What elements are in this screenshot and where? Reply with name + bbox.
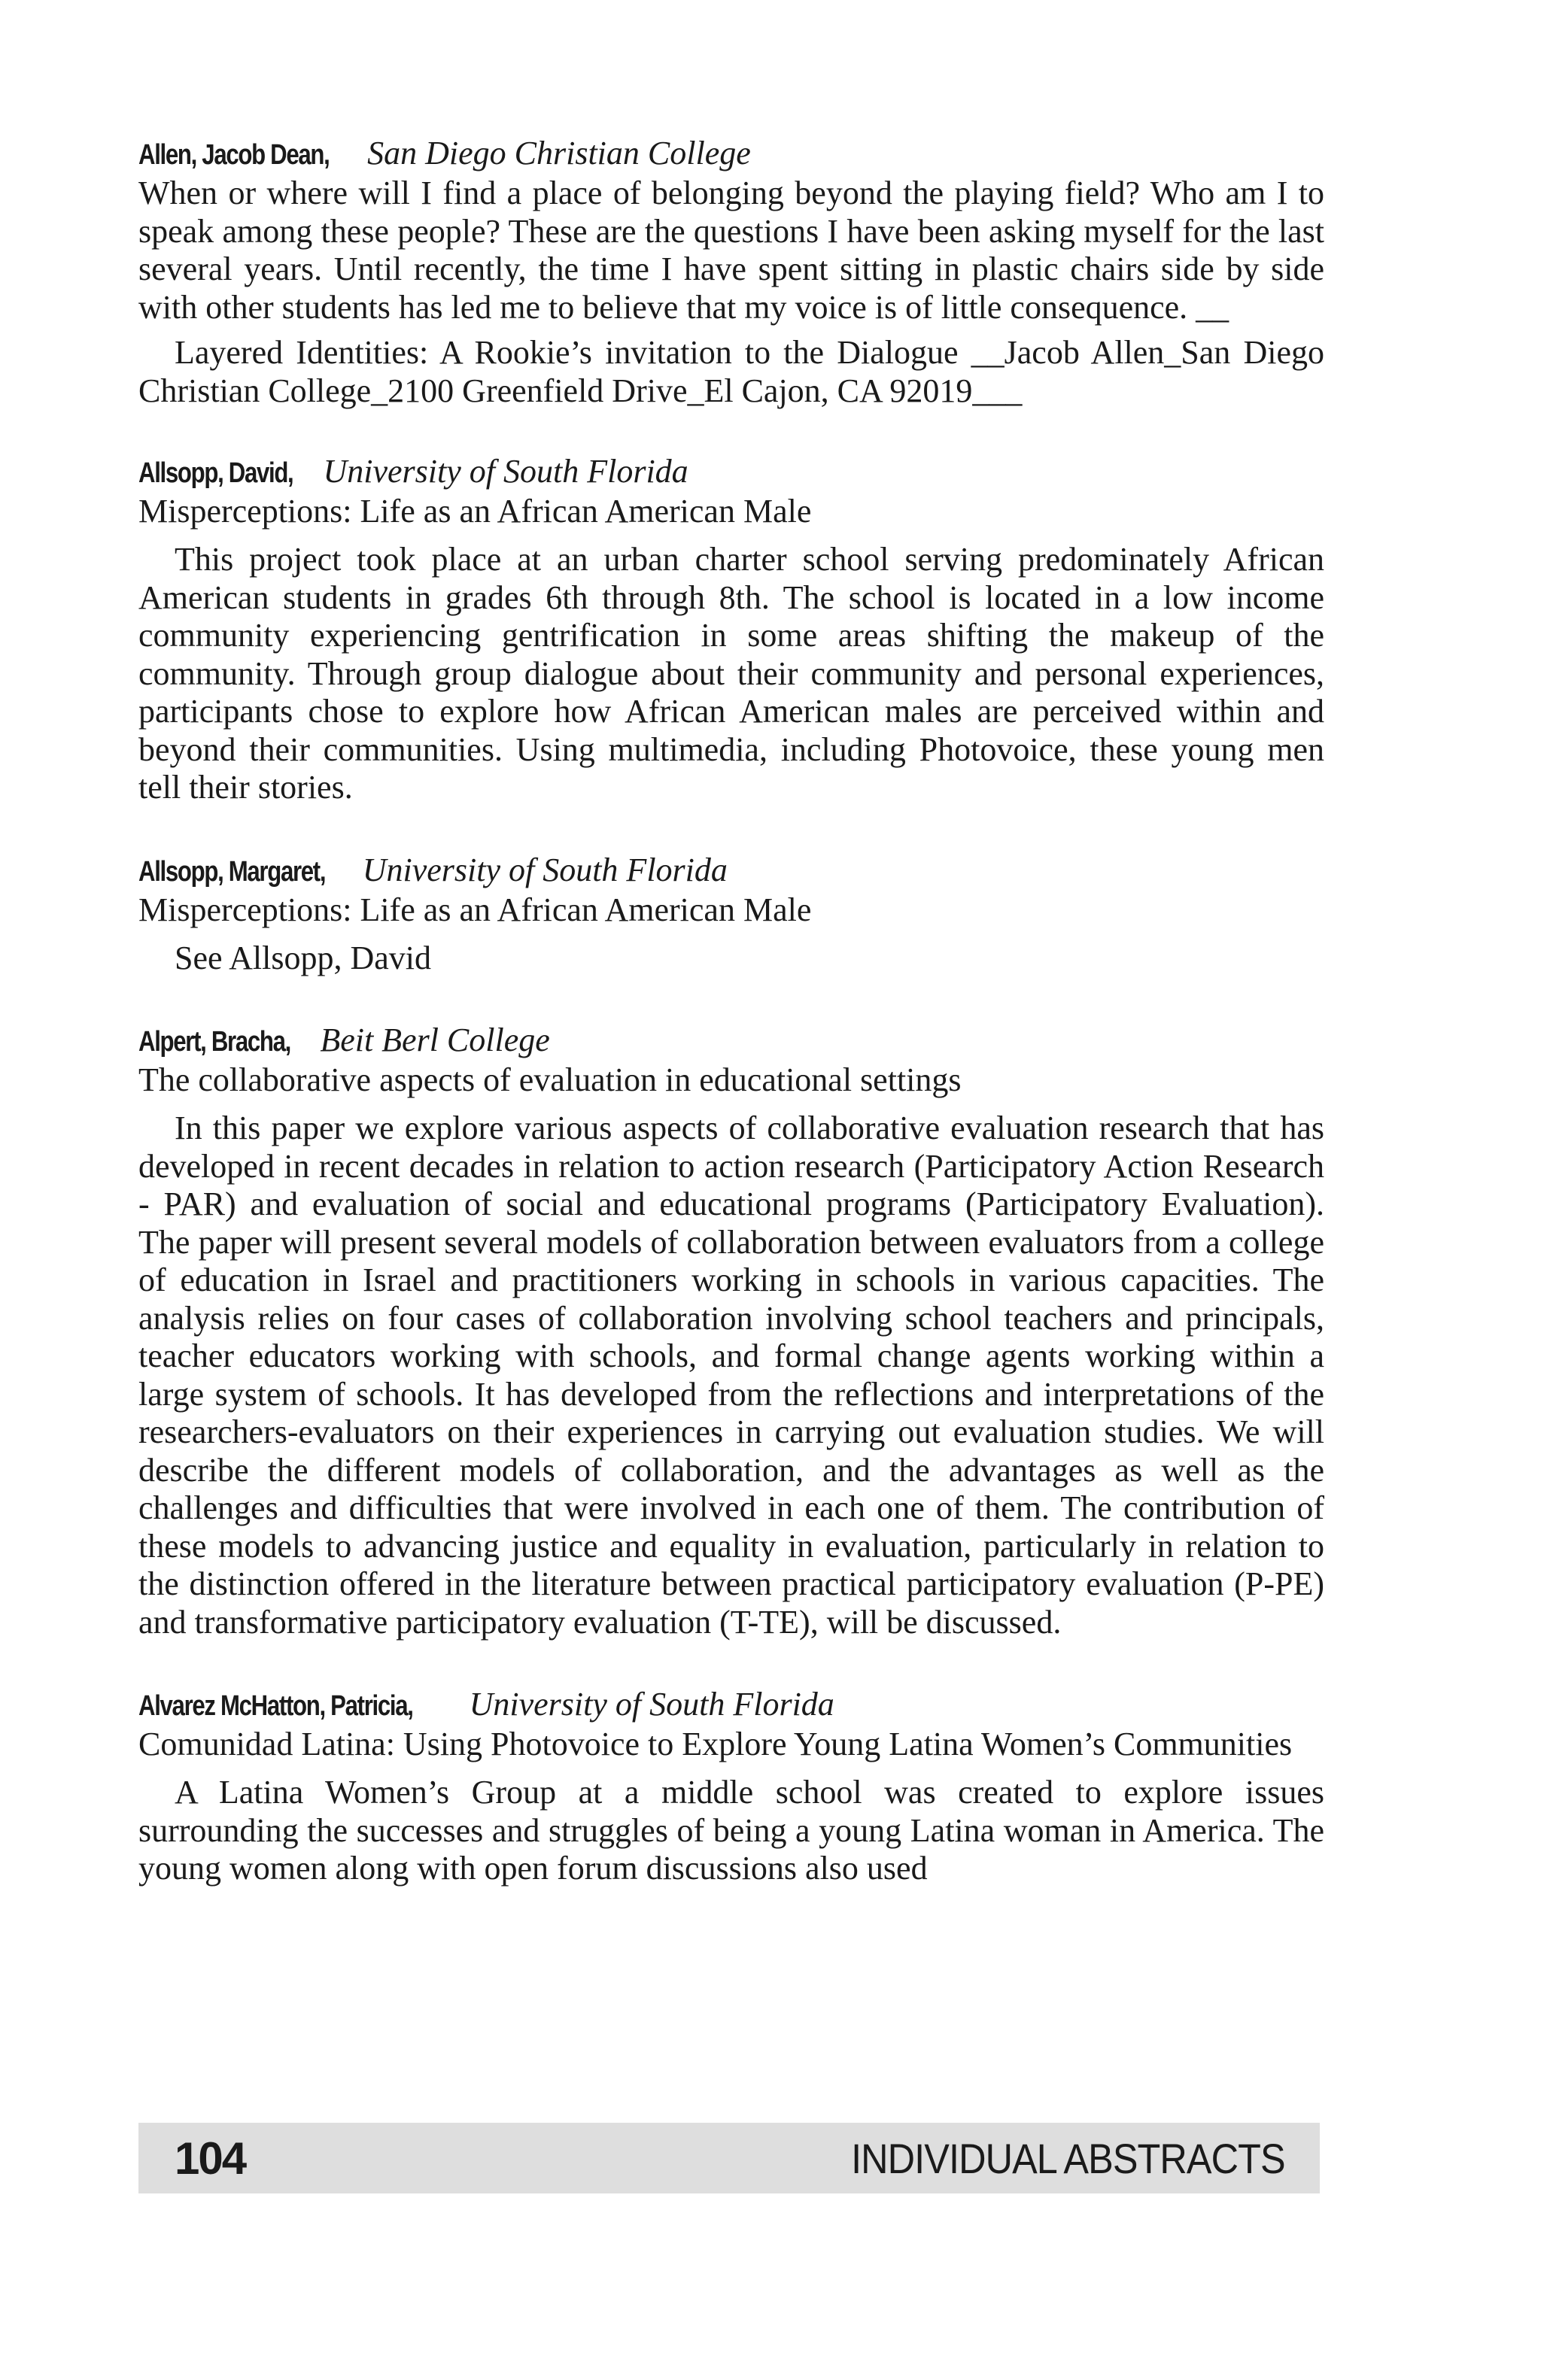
page-footer-bar	[138, 2123, 1320, 2193]
entry-heading	[138, 134, 1324, 175]
abstract-title: Misperceptions: Life as an African American Male	[138, 493, 812, 530]
abstract-entry	[138, 1685, 1324, 1888]
abstract-title: Comunidad Latina: Using Photovoice to Explore Young Latina Women’s Communities	[138, 1726, 1293, 1762]
author-name: Alvarez McHatton, Patricia,	[138, 1690, 413, 1722]
abstract-paragraph: In this paper we explore various aspects of collaborative evaluation research that has developed in recent decades in relation to action research (Participatory Action Research - PAR) and evaluation of social and educational programs (Participatory Evaluation). The paper will present several models of collaboration between evaluators from a college of education in Israel and practitioners working in schools in various capacities. The analysis relies on four cases of collaboration involving school teachers and principals, teacher educators working with schools, and formal change agents working within a large system of schools. It has developed from the reflections and interpretations of the researchers-evaluators on their experiences in carrying out evaluation studies. We will describe the different models of collaboration, and the advantages as well as the challenges and difficulties that were involved in each one of them. The contribution of these models to advancing justice and equality in evaluation, particularly in relation to the distinction offered in the literature between practical participatory evaluation (P-PE) and transformative participatory evaluation (T-TE), will be discussed.	[138, 1110, 1324, 1641]
abstract-paragraph: Layered Identities: A Rookie’s invitation to the Dialogue __Jacob Allen_San Diego Christian College_2100 Greenfield Drive_El Cajon, CA 92019___	[138, 334, 1324, 409]
abstract-entry	[138, 452, 1324, 807]
author-affiliation: University of South Florida	[323, 453, 688, 490]
abstract-title: Misperceptions: Life as an African American Male	[138, 891, 812, 928]
entry-heading	[138, 851, 1324, 891]
abstract-entry	[138, 1021, 1324, 1641]
abstract-paragraph: This project took place at an urban charter school serving predominately African American students in grades 6th through 8th. The school is located in a low income community experiencing gentrification in some areas shifting the makeup of the community. Through group dialogue about their community and personal experiences, participants chose to explore how African American males are perceived within and beyond their communities. Using multimedia, including Photovoice, these young men tell their stories.	[138, 541, 1324, 806]
author-name: Allsopp, Margaret,	[138, 855, 326, 888]
entry-heading	[138, 1021, 1324, 1061]
abstract-entry	[138, 851, 1324, 978]
author-affiliation: University of South Florida	[469, 1686, 834, 1723]
entry-heading	[138, 452, 1324, 493]
author-name: Alpert, Bracha,	[138, 1026, 290, 1058]
author-affiliation: University of South Florida	[362, 851, 728, 888]
abstracts-column	[138, 134, 1324, 1932]
entry-heading	[138, 1685, 1324, 1726]
abstract-paragraph: See Allsopp, David	[175, 939, 431, 976]
abstract-title: The collaborative aspects of evaluation in educational settings	[138, 1061, 962, 1098]
abstract-entry	[138, 134, 1324, 410]
abstract-paragraph: When or where will I find a place of belonging beyond the playing field? Who am I to speak among these people? These are the questions I have been asking myself for the last several years. Until recently, the time I have spent sitting in plastic chairs side by side with other students has led me to believe that my voice is of little consequence. __	[138, 175, 1324, 326]
running-section-title: INDIVIDUAL ABSTRACTS	[851, 2134, 1285, 2182]
page-number: 104	[175, 2133, 246, 2184]
author-name: Allen, Jacob Dean,	[138, 139, 330, 171]
author-affiliation: Beit Berl College	[320, 1022, 550, 1058]
author-affiliation: San Diego Christian College	[367, 135, 751, 172]
author-name: Allsopp, David,	[138, 457, 293, 489]
abstract-paragraph: A Latina Women’s Group at a middle school was created to explore issues surrounding the successes and struggles of being a young Latina woman in America. The young women along with open forum discussions also used	[138, 1774, 1324, 1887]
